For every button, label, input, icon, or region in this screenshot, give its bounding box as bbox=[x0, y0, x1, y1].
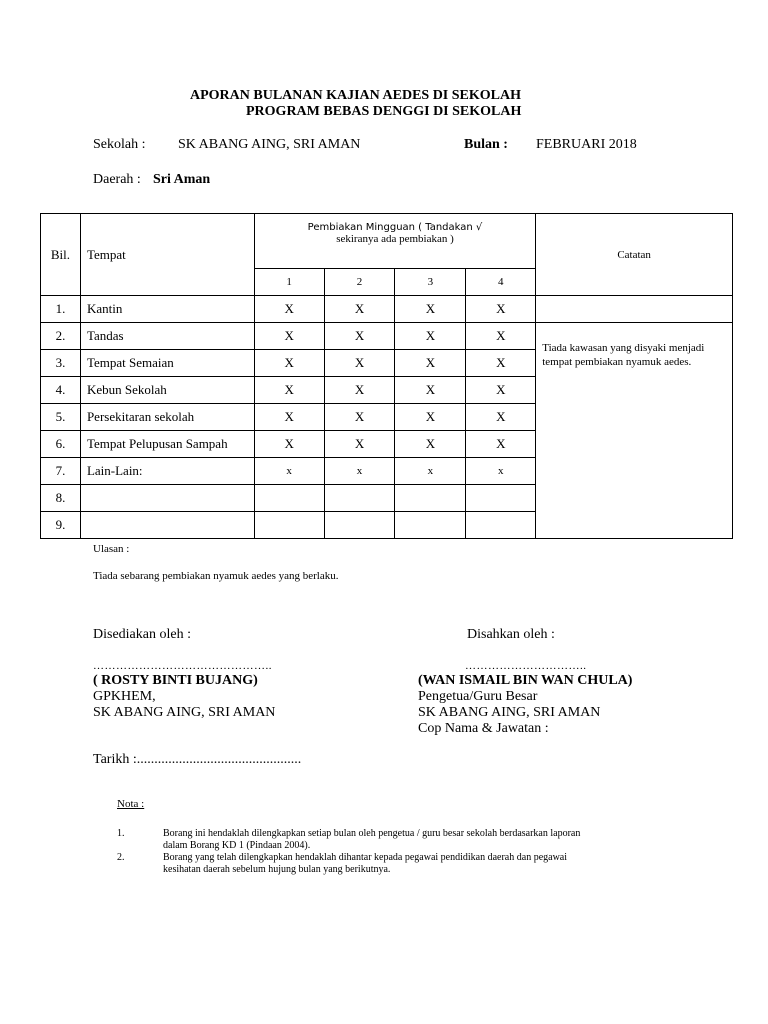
row-week-cell: X bbox=[254, 431, 324, 458]
row-week-cell: X bbox=[466, 323, 536, 350]
row-tempat bbox=[80, 485, 254, 512]
row-week-cell bbox=[395, 485, 466, 512]
row-week-cell: X bbox=[324, 323, 395, 350]
daerah-value: Sri Aman bbox=[153, 172, 211, 187]
row-tempat: Persekitaran sekolah bbox=[80, 404, 254, 431]
signature-line-right: ………………………….. bbox=[465, 660, 587, 672]
row-tempat: Kantin bbox=[80, 296, 254, 323]
signature-line-left: ……………………………………….. bbox=[93, 660, 272, 672]
ulasan-label: Ulasan : bbox=[93, 543, 130, 555]
nota-2-line1: Borang yang telah dilengkapkan hendaklah dihantar kepada pegawai pendidikan daerah dan pegawai bbox=[163, 852, 568, 863]
row-week-cell: X bbox=[254, 404, 324, 431]
row-week-cell: X bbox=[254, 323, 324, 350]
row-tempat bbox=[80, 512, 254, 539]
header-catatan: Catatan bbox=[536, 214, 733, 296]
row-week-cell: X bbox=[324, 377, 395, 404]
row-week-cell: x bbox=[324, 458, 395, 485]
row-week-cell: X bbox=[324, 404, 395, 431]
approved-by-school: SK ABANG AING, SRI AMAN bbox=[418, 705, 601, 720]
row-bil: 9. bbox=[41, 512, 81, 539]
row-week-cell: X bbox=[254, 350, 324, 377]
row-bil: 1. bbox=[41, 296, 81, 323]
row-week-cell: X bbox=[324, 431, 395, 458]
table-row bbox=[41, 323, 733, 350]
program-title: PROGRAM BEBAS DENGGI DI SEKOLAH bbox=[246, 104, 522, 119]
catatan-text: Tiada kawasan yang disyaki menjadi tempat pembiakan nyamuk aedes. bbox=[536, 323, 733, 539]
row-week-cell bbox=[324, 485, 395, 512]
nota-1-line2: dalam Borang KD 1 (Pindaan 2004). bbox=[163, 840, 311, 851]
daerah-label: Daerah : bbox=[93, 172, 141, 187]
approved-by-position: Pengetua/Guru Besar bbox=[418, 689, 538, 704]
row-tempat: Lain-Lain: bbox=[80, 458, 254, 485]
row-bil: 4. bbox=[41, 377, 81, 404]
prepared-by-name: ( ROSTY BINTI BUJANG) bbox=[93, 673, 258, 688]
table-row bbox=[41, 296, 733, 323]
prepared-by-school: SK ABANG AING, SRI AMAN bbox=[93, 705, 276, 720]
row-bil: 6. bbox=[41, 431, 81, 458]
header-pembiakan-line2: sekiranya ada pembiakan ) bbox=[336, 233, 454, 245]
bulan-value: FEBRUARI 2018 bbox=[536, 137, 637, 152]
nota-label: Nota : bbox=[117, 798, 145, 810]
row-bil: 8. bbox=[41, 485, 81, 512]
disediakan-label: Disediakan oleh : bbox=[93, 627, 191, 642]
row-week-cell bbox=[466, 485, 536, 512]
nota-2-line2: kesihatan daerah sebelum hujung bulan yang berikutnya. bbox=[163, 864, 391, 875]
cop-label: Cop Nama & Jawatan : bbox=[418, 721, 549, 736]
row-week-cell: X bbox=[466, 377, 536, 404]
catatan-empty-top bbox=[536, 296, 733, 323]
disahkan-label: Disahkan oleh : bbox=[467, 627, 555, 642]
row-week-cell: X bbox=[466, 350, 536, 377]
row-week-cell: X bbox=[395, 323, 466, 350]
row-bil: 5. bbox=[41, 404, 81, 431]
week-1: 1 bbox=[254, 269, 324, 296]
header-bil: Bil. bbox=[41, 214, 81, 296]
row-week-cell: X bbox=[395, 350, 466, 377]
row-week-cell: X bbox=[466, 296, 536, 323]
sekolah-label: Sekolah : bbox=[93, 137, 146, 152]
row-week-cell: X bbox=[254, 296, 324, 323]
sekolah-value: SK ABANG AING, SRI AMAN bbox=[178, 137, 361, 152]
header-pembiakan bbox=[254, 214, 536, 269]
bulan-label: Bulan : bbox=[464, 137, 508, 152]
week-3: 3 bbox=[395, 269, 466, 296]
row-week-cell: X bbox=[395, 431, 466, 458]
nota-2-num: 2. bbox=[117, 852, 125, 863]
prepared-by-position: GPKHEM, bbox=[93, 689, 156, 704]
row-week-cell bbox=[254, 485, 324, 512]
week-4: 4 bbox=[466, 269, 536, 296]
row-week-cell: X bbox=[466, 431, 536, 458]
row-bil: 7. bbox=[41, 458, 81, 485]
row-week-cell: x bbox=[466, 458, 536, 485]
row-week-cell: x bbox=[395, 458, 466, 485]
nota-1-line1: Borang ini hendaklah dilengkapkan setiap bulan oleh pengetua / guru besar sekolah berdasarkan laporan bbox=[163, 828, 581, 839]
row-week-cell bbox=[324, 512, 395, 539]
row-bil: 2. bbox=[41, 323, 81, 350]
row-tempat: Tandas bbox=[80, 323, 254, 350]
header-tempat: Tempat bbox=[80, 214, 254, 296]
row-week-cell bbox=[466, 512, 536, 539]
row-week-cell bbox=[254, 512, 324, 539]
pembiakan-table bbox=[40, 213, 733, 539]
row-week-cell: X bbox=[466, 404, 536, 431]
row-tempat: Tempat Semaian bbox=[80, 350, 254, 377]
row-week-cell: X bbox=[395, 377, 466, 404]
tarikh-line: Tarikh :............................................... bbox=[93, 752, 302, 767]
approved-by-name: (WAN ISMAIL BIN WAN CHULA) bbox=[418, 673, 633, 688]
row-bil: 3. bbox=[41, 350, 81, 377]
row-week-cell: X bbox=[254, 377, 324, 404]
header-pembiakan-line1: Pembiakan Mingguan ( Tandakan √ bbox=[307, 222, 483, 233]
row-tempat: Kebun Sekolah bbox=[80, 377, 254, 404]
week-2: 2 bbox=[324, 269, 395, 296]
row-week-cell: X bbox=[395, 296, 466, 323]
ulasan-text: Tiada sebarang pembiakan nyamuk aedes yang berlaku. bbox=[93, 570, 339, 582]
row-week-cell: X bbox=[324, 350, 395, 377]
row-week-cell: X bbox=[324, 296, 395, 323]
report-title: APORAN BULANAN KAJIAN AEDES DI SEKOLAH bbox=[190, 88, 521, 103]
row-week-cell bbox=[395, 512, 466, 539]
row-tempat: Tempat Pelupusan Sampah bbox=[80, 431, 254, 458]
row-week-cell: x bbox=[254, 458, 324, 485]
nota-1-num: 1. bbox=[117, 828, 125, 839]
row-week-cell: X bbox=[395, 404, 466, 431]
